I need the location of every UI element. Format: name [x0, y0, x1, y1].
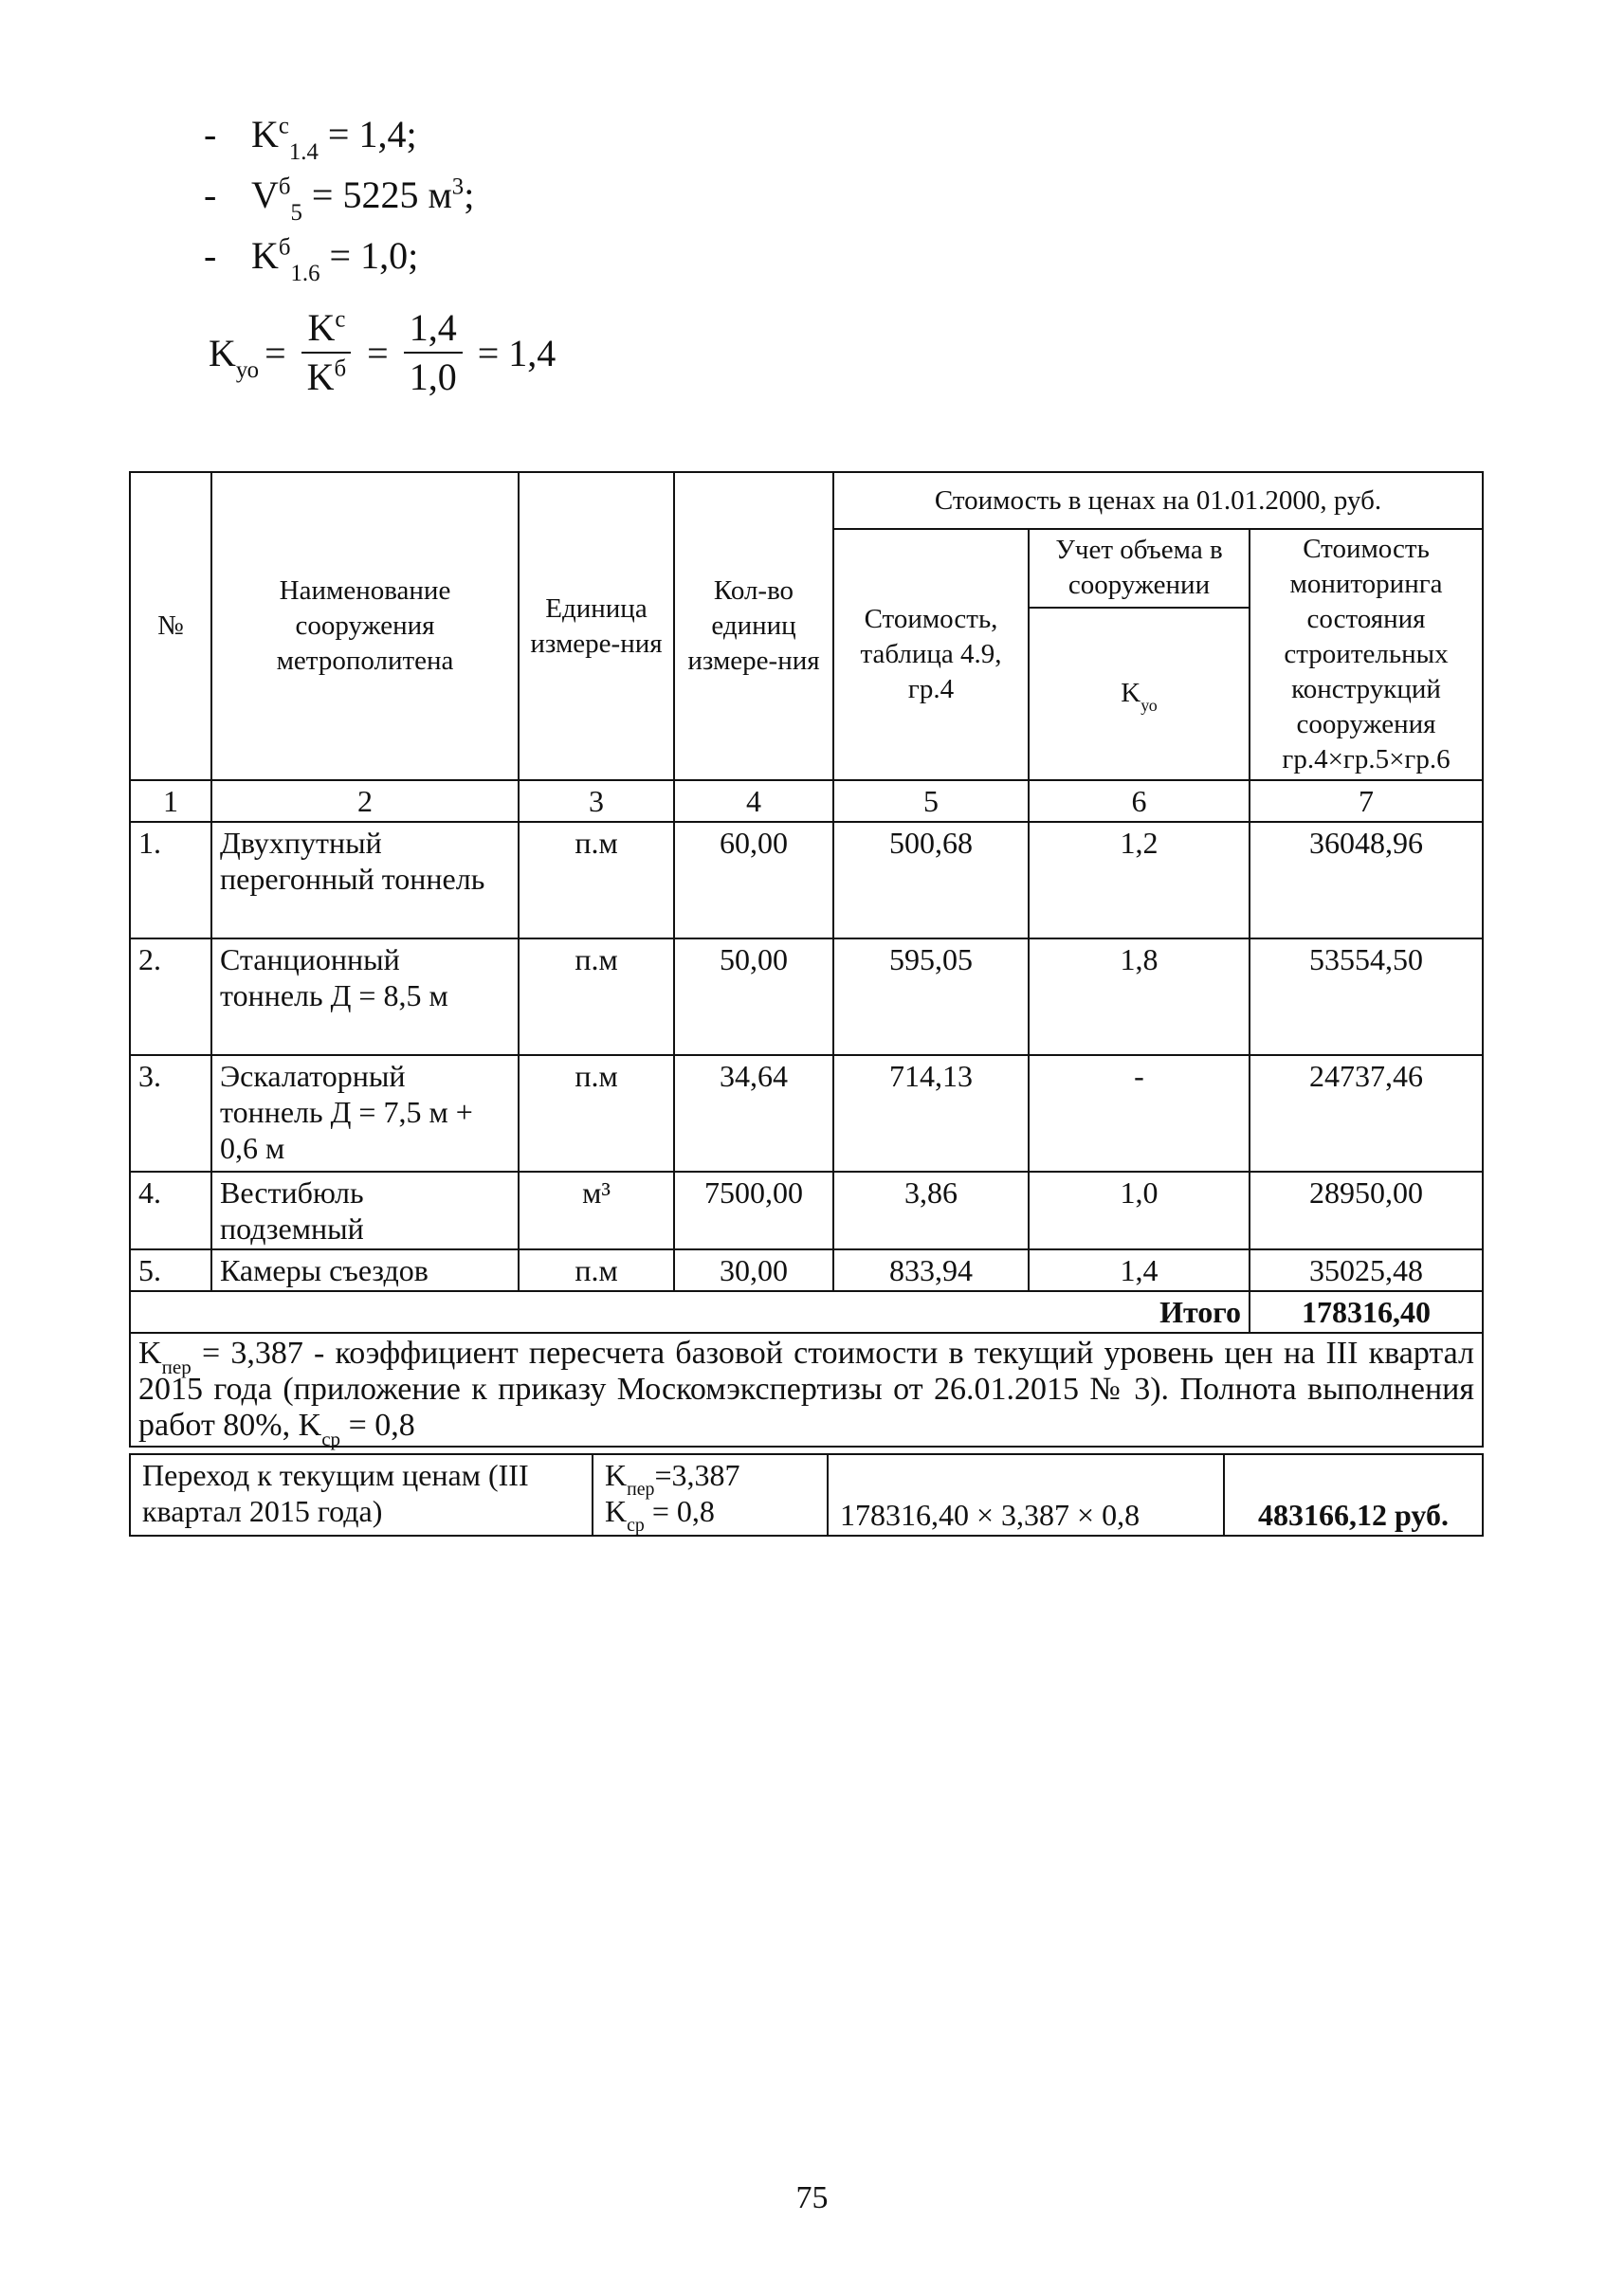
row-no: 5.: [130, 1249, 211, 1291]
column-number: 6: [1029, 780, 1250, 822]
column-number: 2: [211, 780, 519, 822]
list-dash: -: [204, 113, 217, 155]
row-cost: 3,86: [833, 1172, 1029, 1249]
row-kyo: 1,0: [1029, 1172, 1250, 1249]
header-kyo: $K_{уо}$: [1029, 608, 1250, 780]
formula-result: = 1,4: [477, 331, 557, 374]
formula-equals: =: [265, 331, 286, 374]
column-number: 3: [519, 780, 674, 822]
conversion-label: Переход к текущим ценам (III квартал 2015 года): [130, 1454, 593, 1536]
row-no: 1.: [130, 822, 211, 938]
header-cost-group: Стоимость в ценах на 01.01.2000, руб.: [833, 472, 1483, 529]
row-no: 2.: [130, 938, 211, 1055]
note-row: [130, 1333, 1483, 1447]
row-unit: п.м: [519, 822, 674, 938]
header-monitoring: Стоимость мониторинга состояния строительных конструкций сооружения гр.4×гр.5×гр.6: [1250, 529, 1483, 780]
row-cost: 833,94: [833, 1249, 1029, 1291]
param-kc: [204, 104, 474, 165]
row-name: Камеры съездов: [211, 1249, 519, 1291]
param-value: = 1,0;: [329, 234, 419, 277]
coefficient-ksr: $K_{ср} = 0,8$: [605, 1494, 715, 1537]
param-sup: c: [278, 113, 289, 139]
param-sub: 5: [290, 199, 302, 226]
row-name: Станционный тоннель Д = 8,5 м: [211, 938, 519, 1055]
conversion-table: [129, 1453, 1484, 1537]
table-header-row: [130, 472, 1483, 529]
row-cost: 714,13: [833, 1055, 1029, 1172]
cost-table: [129, 471, 1484, 1448]
row-unit: п.м: [519, 1055, 674, 1172]
row-no: 3.: [130, 1055, 211, 1172]
fraction-denominator: 1,0: [409, 355, 457, 398]
column-number: 1: [130, 780, 211, 822]
param-value: = 1,4;: [327, 113, 417, 155]
param-value: = 5225 м: [311, 173, 452, 216]
fraction-denominator: $K^б$: [306, 355, 347, 398]
total-row: [130, 1291, 1483, 1333]
total-value: 178316,40: [1250, 1291, 1483, 1333]
parameter-list: [204, 104, 474, 286]
list-dash: -: [204, 173, 217, 216]
row-total: 36048,96: [1250, 822, 1483, 938]
row-kyo: 1,2: [1029, 822, 1250, 938]
param-tail: ;: [464, 173, 475, 216]
header-volume: Учет объема в сооружении: [1029, 529, 1250, 608]
row-name: Двухпутный перегонный тоннель: [211, 822, 519, 938]
row-total: 24737,46: [1250, 1055, 1483, 1172]
header-qty: Кол-во единиц измере-ния: [674, 472, 833, 780]
fraction-numerator: 1,4: [404, 308, 463, 354]
conversion-calculation: 178316,40 × 3,387 × 0,8: [828, 1454, 1224, 1536]
header-name: Наименование сооружения метрополитена: [211, 472, 519, 780]
formula-fraction-symbolic: [301, 308, 353, 397]
row-total: 53554,50: [1250, 938, 1483, 1055]
page-number: 75: [795, 2180, 829, 2215]
param-symbol: K: [251, 113, 279, 155]
param-symbol: V: [251, 173, 279, 216]
fraction-numerator: $K^c$: [301, 308, 351, 354]
formula-fraction-numeric: [404, 308, 463, 397]
column-number-row: [130, 780, 1483, 822]
conversion-coefficients: [593, 1454, 828, 1536]
row-kyo: 1,8: [1029, 938, 1250, 1055]
row-unit: п.м: [519, 938, 674, 1055]
table-row: [130, 1055, 1483, 1172]
param-unit-sup: 3: [451, 173, 465, 200]
row-kyo: 1,4: [1029, 1249, 1250, 1291]
table-row: [130, 822, 1483, 938]
row-cost: 500,68: [833, 822, 1029, 938]
param-sup: б: [278, 234, 291, 261]
param-kb: [204, 226, 474, 286]
row-qty: 34,64: [674, 1055, 833, 1172]
table-row: [130, 938, 1483, 1055]
row-total: 28950,00: [1250, 1172, 1483, 1249]
header-no: №: [130, 472, 211, 780]
coefficient-kper: $K_{пер}=3,387$: [605, 1458, 740, 1501]
formula-lhs: $K_{уо}$: [209, 331, 260, 384]
note-text: $K_{пер} = 3,387$ - коэффициент пересчета базовой стоимости в текущий уровень цен на III квартал 2015 года (приложение к приказу Москомэкспертизы от 26.01.2015 № 3). Полнота выполнения работ 80%, $K_{ср} = 0,8$: [130, 1333, 1483, 1447]
table-row: [130, 1172, 1483, 1249]
header-cost: Стоимость, таблица 4.9, гр.4: [833, 529, 1029, 780]
row-kyo: -: [1029, 1055, 1250, 1172]
param-sup: б: [278, 173, 291, 200]
row-unit: п.м: [519, 1249, 674, 1291]
row-name: Вестибюль подземный: [211, 1172, 519, 1249]
row-no: 4.: [130, 1172, 211, 1249]
formula-equals: =: [367, 331, 389, 374]
column-number: 5: [833, 780, 1029, 822]
param-symbol: K: [251, 234, 279, 277]
kyo-formula: [209, 308, 561, 397]
param-vb: [204, 165, 474, 226]
param-sub: 1.4: [288, 138, 319, 165]
header-unit: Единица измере-ния: [519, 472, 674, 780]
row-cost: 595,05: [833, 938, 1029, 1055]
row-qty: 60,00: [674, 822, 833, 938]
conversion-result: 483166,12 руб.: [1224, 1454, 1483, 1536]
column-number: 4: [674, 780, 833, 822]
row-qty: 7500,00: [674, 1172, 833, 1249]
total-label: Итого: [130, 1291, 1250, 1333]
table-row: [130, 1249, 1483, 1291]
row-qty: 30,00: [674, 1249, 833, 1291]
param-sub: 1.6: [290, 260, 320, 286]
row-total: 35025,48: [1250, 1249, 1483, 1291]
conversion-row: [130, 1454, 1483, 1536]
row-unit: м³: [519, 1172, 674, 1249]
list-dash: -: [204, 234, 217, 277]
row-qty: 50,00: [674, 938, 833, 1055]
column-number: 7: [1250, 780, 1483, 822]
row-name: Эскалаторный тоннель Д = 7,5 м + 0,6 м: [211, 1055, 519, 1172]
